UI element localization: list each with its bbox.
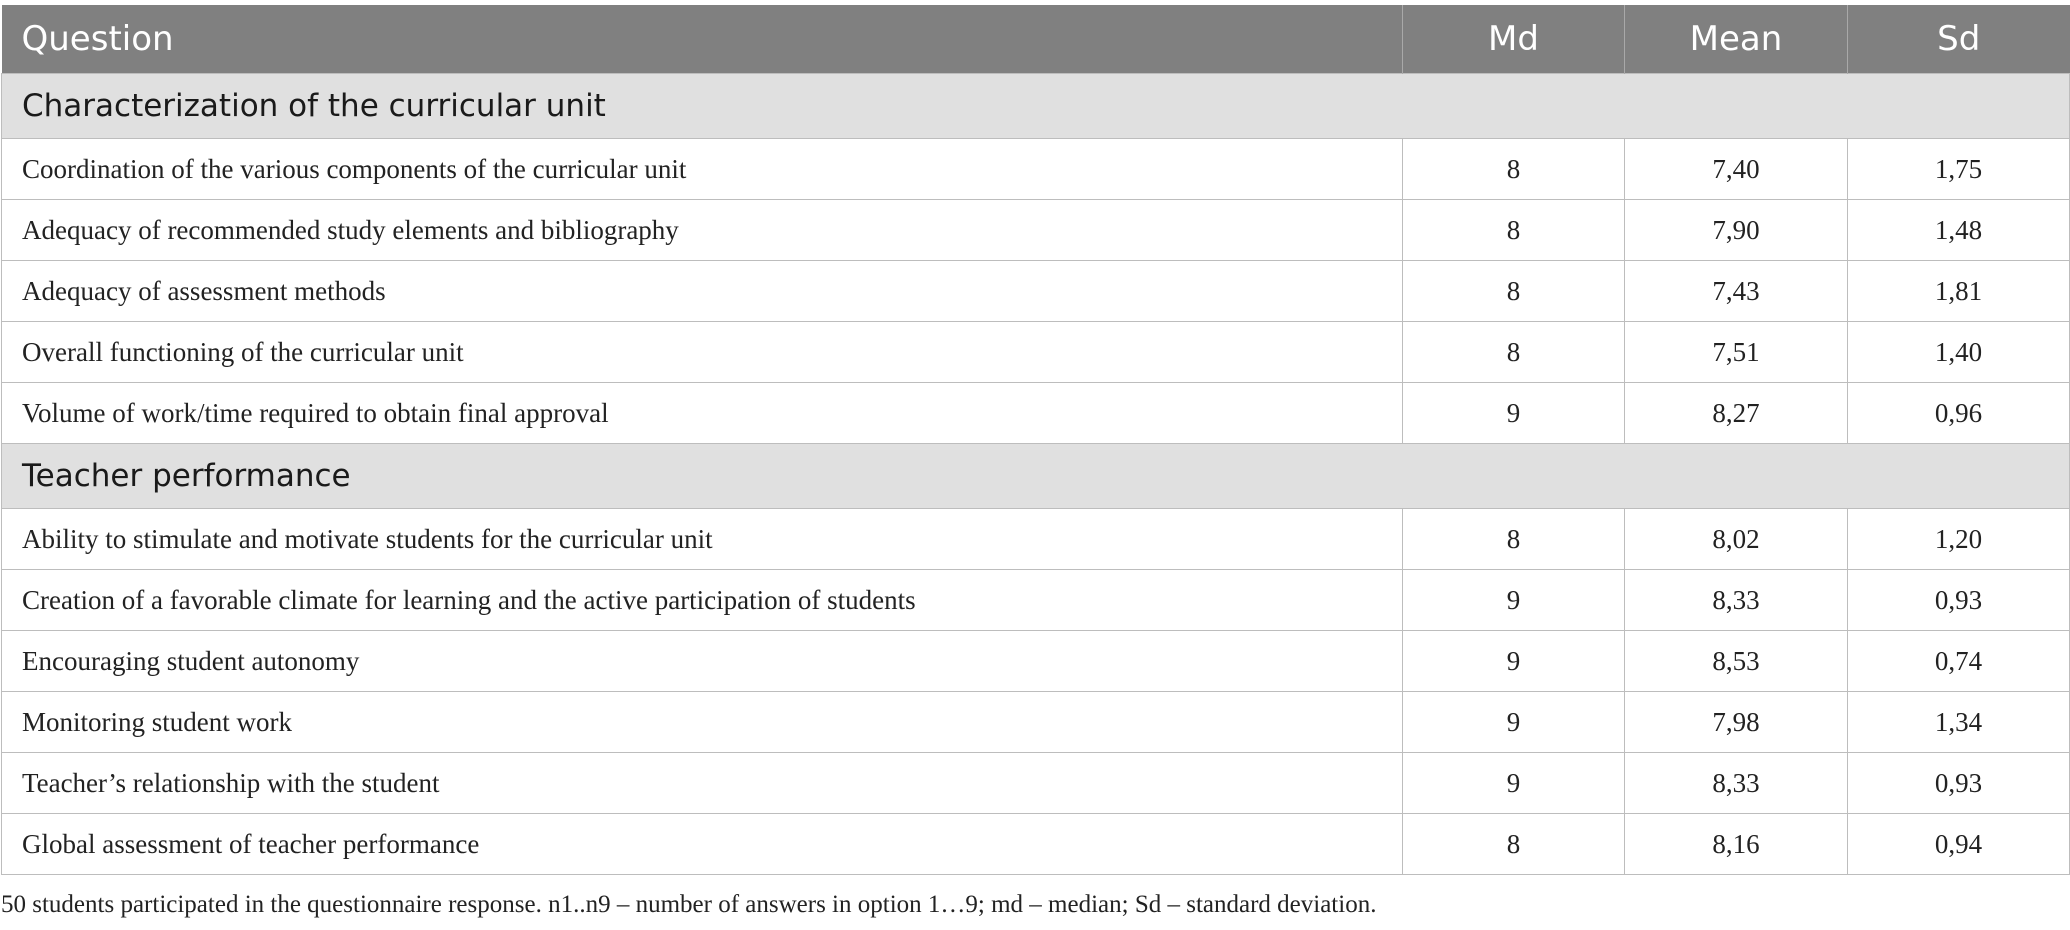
md-cell: 8 (1403, 509, 1625, 570)
mean-cell: 8,02 (1625, 509, 1848, 570)
md-cell: 8 (1403, 139, 1625, 200)
md-cell: 8 (1403, 200, 1625, 261)
sd-cell: 1,40 (1848, 322, 2070, 383)
header-md: Md (1403, 5, 1625, 74)
results-table-container (1, 5, 2069, 875)
table-header (2, 5, 2070, 74)
question-cell: Adequacy of assessment methods (2, 261, 1403, 322)
mean-cell: 8,33 (1625, 753, 1848, 814)
sd-cell: 1,81 (1848, 261, 2070, 322)
question-cell: Creation of a favorable climate for learning and the active participation of students (2, 570, 1403, 631)
mean-cell: 7,98 (1625, 692, 1848, 753)
section-title: Characterization of the curricular unit (2, 74, 2070, 139)
sd-cell: 0,94 (1848, 814, 2070, 875)
question-cell: Overall functioning of the curricular unit (2, 322, 1403, 383)
sd-cell: 1,34 (1848, 692, 2070, 753)
question-cell: Ability to stimulate and motivate students for the curricular unit (2, 509, 1403, 570)
md-cell: 9 (1403, 692, 1625, 753)
question-cell: Global assessment of teacher performance (2, 814, 1403, 875)
mean-cell: 8,53 (1625, 631, 1848, 692)
table-row (2, 139, 2070, 200)
mean-cell: 8,16 (1625, 814, 1848, 875)
table-row (2, 814, 2070, 875)
sd-cell: 0,74 (1848, 631, 2070, 692)
table-row (2, 692, 2070, 753)
mean-cell: 8,27 (1625, 383, 1848, 444)
table-row (2, 570, 2070, 631)
header-mean: Mean (1625, 5, 1848, 74)
table-row (2, 383, 2070, 444)
table-row (2, 200, 2070, 261)
mean-cell: 7,90 (1625, 200, 1848, 261)
md-cell: 8 (1403, 322, 1625, 383)
mean-cell: 7,43 (1625, 261, 1848, 322)
header-question: Question (2, 5, 1403, 74)
sd-cell: 1,20 (1848, 509, 2070, 570)
table-footnote: 50 students participated in the questionnaire response. n1..n9 – number of answers in option 1…9; md – median; Sd – standard deviation. (1, 891, 1377, 918)
results-table (1, 5, 2070, 875)
header-row (2, 5, 2070, 74)
question-cell: Adequacy of recommended study elements and bibliography (2, 200, 1403, 261)
question-cell: Volume of work/time required to obtain final approval (2, 383, 1403, 444)
header-sd: Sd (1848, 5, 2070, 74)
md-cell: 9 (1403, 753, 1625, 814)
sd-cell: 1,48 (1848, 200, 2070, 261)
mean-cell: 7,40 (1625, 139, 1848, 200)
mean-cell: 7,51 (1625, 322, 1848, 383)
table-row (2, 753, 2070, 814)
table-row (2, 631, 2070, 692)
question-cell: Coordination of the various components of the curricular unit (2, 139, 1403, 200)
md-cell: 9 (1403, 631, 1625, 692)
mean-cell: 8,33 (1625, 570, 1848, 631)
sd-cell: 0,93 (1848, 753, 2070, 814)
table-row (2, 322, 2070, 383)
question-cell: Encouraging student autonomy (2, 631, 1403, 692)
table-row (2, 261, 2070, 322)
section-row-teacher-performance (2, 444, 2070, 509)
md-cell: 8 (1403, 814, 1625, 875)
sd-cell: 0,93 (1848, 570, 2070, 631)
section-title: Teacher performance (2, 444, 2070, 509)
sd-cell: 0,96 (1848, 383, 2070, 444)
md-cell: 9 (1403, 570, 1625, 631)
md-cell: 8 (1403, 261, 1625, 322)
question-cell: Teacher’s relationship with the student (2, 753, 1403, 814)
table-row (2, 509, 2070, 570)
table-body (2, 74, 2070, 875)
md-cell: 9 (1403, 383, 1625, 444)
sd-cell: 1,75 (1848, 139, 2070, 200)
question-cell: Monitoring student work (2, 692, 1403, 753)
section-row-characterization (2, 74, 2070, 139)
